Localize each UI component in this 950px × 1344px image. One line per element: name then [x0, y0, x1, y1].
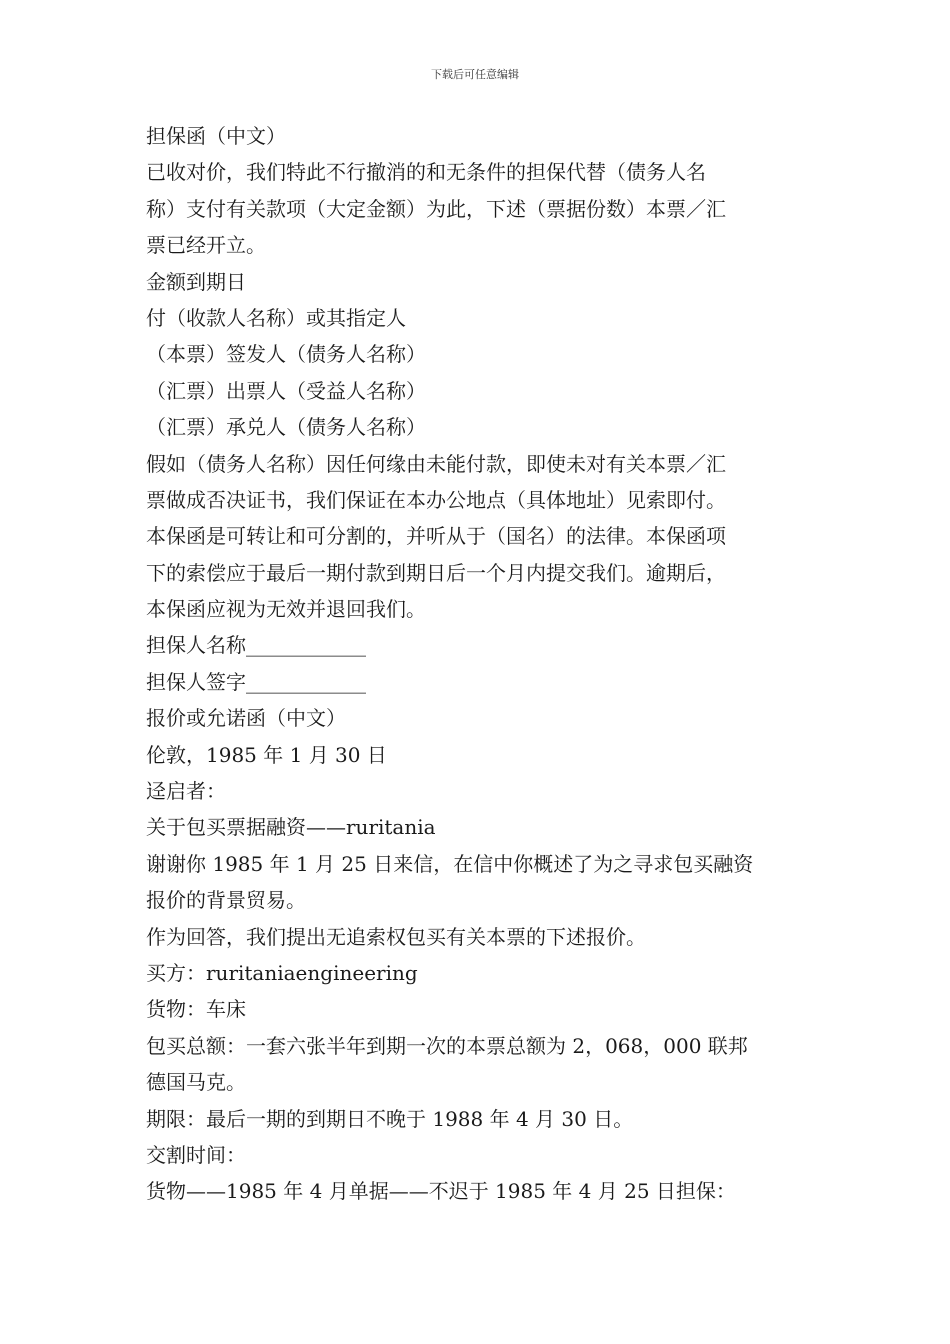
delivery-time-label: 交割时间： [146, 1142, 246, 1167]
heading-offer-letter: 报价或允诺函（中文） [146, 706, 346, 731]
paragraph-line: （汇票）承兑人（债务人名称） [146, 415, 426, 440]
letter-subject: 关于包买票据融资——ruritania [146, 815, 436, 840]
paragraph-line: 德国马克。 [146, 1070, 246, 1095]
term-line: 期限：最后一期的到期日不晚于 1988 年 4 月 30 日。 [146, 1106, 634, 1131]
goods-line: 货物：车床 [146, 997, 246, 1022]
paragraph-line: 下的索偿应于最后一期付款到期日后一个月内提交我们。逾期后， [146, 560, 726, 585]
page-header: 下载后可任意编辑 [431, 68, 519, 81]
paragraph-line: 作为回答，我们提出无追索权包买有关本票的下述报价。 [146, 924, 646, 949]
paragraph-line: 已收对价，我们特此不行撤消的和无条件的担保代替（债务人名 [146, 160, 706, 185]
salutation: 迳启者： [146, 779, 226, 804]
delivery-schedule-line: 货物——1985 年 4 月单据——不迟于 1985 年 4 月 25 日担保： [146, 1179, 736, 1204]
paragraph-line: 本保函是可转让和可分割的，并听从于（国名）的法律。本保函项 [146, 524, 726, 549]
paragraph-line: 称）支付有关款项（大定金额）为此，下述（票据份数）本票／汇 [146, 196, 726, 221]
paragraph-line: 报价的背景贸易。 [146, 888, 306, 913]
paragraph-line: 谢谢你 1985 年 1 月 25 日来信，在信中你概述了为之寻求包买融资 [146, 851, 754, 876]
guarantor-signature-line: 担保人签字____________ [146, 669, 366, 694]
paragraph-line: （本票）签发人（债务人名称） [146, 342, 426, 367]
paragraph-line: 金额到期日 [146, 269, 246, 294]
paragraph-line: 本保函应视为无效并退回我们。 [146, 597, 426, 622]
paragraph-line: （汇票）出票人（受益人名称） [146, 378, 426, 403]
paragraph-line: 票做成否决证书，我们保证在本办公地点（具体地址）见索即付。 [146, 487, 726, 512]
buyer-line: 买方：ruritaniaengineering [146, 960, 418, 985]
document-body [146, 118, 808, 1210]
letter-date: 伦敦，1985 年 1 月 30 日 [146, 742, 387, 767]
guarantor-name-line: 担保人名称____________ [146, 633, 366, 658]
paragraph-line: 付（收款人名称）或其指定人 [146, 305, 406, 330]
total-amount-line: 包买总额：一套六张半年到期一次的本票总额为 2，068，000 联邦 [146, 1033, 748, 1058]
paragraph-line: 假如（债务人名称）因任何缘由未能付款，即使未对有关本票／汇 [146, 451, 726, 476]
heading-guarantee: 担保函（中文） [146, 124, 286, 148]
paragraph-line: 票已经开立。 [146, 233, 266, 258]
